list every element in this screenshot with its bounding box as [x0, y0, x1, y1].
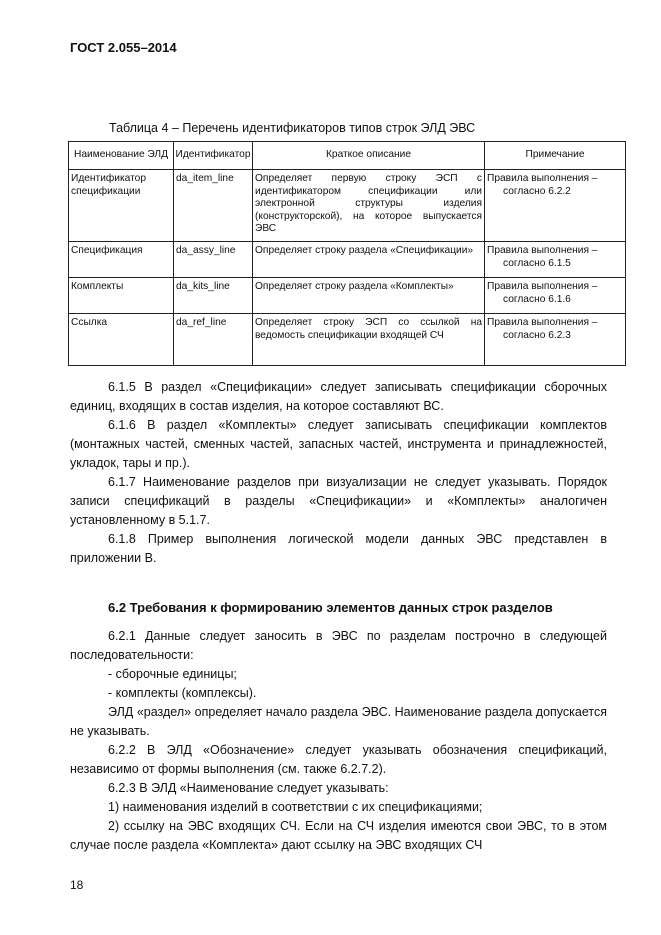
- note-line: согласно 6.2.2: [503, 185, 571, 197]
- paragraph: 6.2.3 В ЭЛД «Наименование следует указывать:: [108, 781, 389, 795]
- cell-name: Ссылка: [69, 314, 174, 366]
- cell-note: [485, 278, 626, 314]
- note-line: согласно 6.1.5: [503, 257, 571, 269]
- body-text-1: [70, 378, 607, 568]
- paragraph: ЭЛД «раздел» определяет начало раздела ЭВС. Наименование раздела допускается не указывать.: [70, 705, 607, 738]
- table-header-row: [69, 142, 626, 170]
- column-header: Наименование ЭЛД: [69, 142, 174, 170]
- cell-id: da_assy_line: [174, 242, 253, 278]
- table-row: [69, 170, 626, 242]
- paragraph: 6.2.2 В ЭЛД «Обозначение» следует указывать обозначения спецификаций, независимо от формы выполнения (см. также 6.2.7.2).: [70, 743, 607, 776]
- page-header: ГОСТ 2.055–2014: [70, 40, 177, 55]
- cell-name: Спецификация: [69, 242, 174, 278]
- column-header: Примечание: [485, 142, 626, 170]
- cell-note: [485, 314, 626, 366]
- note-line: Правила выполнения –: [487, 317, 598, 328]
- paragraph: 6.1.7 Наименование разделов при визуализации не следует указывать. Порядок записи спецификаций в разделы «Спецификации» и «Комплекты» аналогичен установленному в 5.1.7.: [70, 475, 607, 527]
- note-line: Правила выполнения –: [487, 281, 598, 292]
- cell-name: Комплекты: [69, 278, 174, 314]
- note-line: Правила выполнения –: [487, 245, 598, 256]
- column-header: Краткое описание: [253, 142, 485, 170]
- list-item: - комплекты (комплексы).: [108, 686, 257, 700]
- column-header: Идентификатор: [174, 142, 253, 170]
- cell-note: [485, 170, 626, 242]
- list-item: - сборочные единицы;: [108, 667, 237, 681]
- cell-id: da_kits_line: [174, 278, 253, 314]
- note-line: согласно 6.1.6: [503, 293, 571, 305]
- identifiers-table: [68, 141, 626, 366]
- cell-id: da_item_line: [174, 170, 253, 242]
- cell-desc: Определяет строку раздела «Комплекты»: [253, 278, 485, 314]
- list-item: 2) ссылку на ЭВС входящих СЧ. Если на СЧ изделия имеются свои ЭВС, то в этом случае после раздела «Комплекта» дают ссылку на ЭВС входящих СЧ: [70, 819, 607, 852]
- table-row: [69, 242, 626, 278]
- paragraph: 6.1.5 В раздел «Спецификации» следует записывать спецификации сборочных единиц, входящих в состав изделия, на которое составляют ВС.: [70, 380, 607, 413]
- body-text-2: [70, 598, 607, 855]
- paragraph: 6.2.1 Данные следует заносить в ЭВС по разделам построчно в следующей последовательности:: [70, 629, 607, 662]
- table-row: [69, 314, 626, 366]
- paragraph: 6.1.6 В раздел «Комплекты» следует записывать спецификации комплектов (монтажных частей, сменных частей, запасных частей, инструмента и принадлежностей, укладок, тары и пр.).: [70, 418, 607, 470]
- cell-desc: Определяет строку ЭСП со ссылкой на ведомость спецификации входящей СЧ: [253, 314, 485, 366]
- note-line: Правила выполнения –: [487, 173, 598, 184]
- paragraph: 6.1.8 Пример выполнения логической модели данных ЭВС представлен в приложении В.: [70, 532, 607, 565]
- page-number: 18: [70, 878, 84, 892]
- table-row: [69, 278, 626, 314]
- section-heading: 6.2 Требования к формированию элементов данных строк разделов: [108, 600, 553, 615]
- list-item: 1) наименования изделий в соответствии с их спецификациями;: [108, 800, 483, 814]
- cell-desc: Определяет строку раздела «Спецификации»: [253, 242, 485, 278]
- cell-desc: Определяет первую строку ЭСП с идентификатором спецификации или электронной структуры изделия (конструкторской), на которое выпускается ЭВС: [253, 170, 485, 242]
- cell-note: [485, 242, 626, 278]
- table-caption: Таблица 4 – Перечень идентификаторов типов строк ЭЛД ЭВС: [109, 121, 476, 135]
- cell-id: da_ref_line: [174, 314, 253, 366]
- cell-name: Идентификатор спецификации: [69, 170, 174, 242]
- note-line: согласно 6.2.3: [503, 329, 571, 341]
